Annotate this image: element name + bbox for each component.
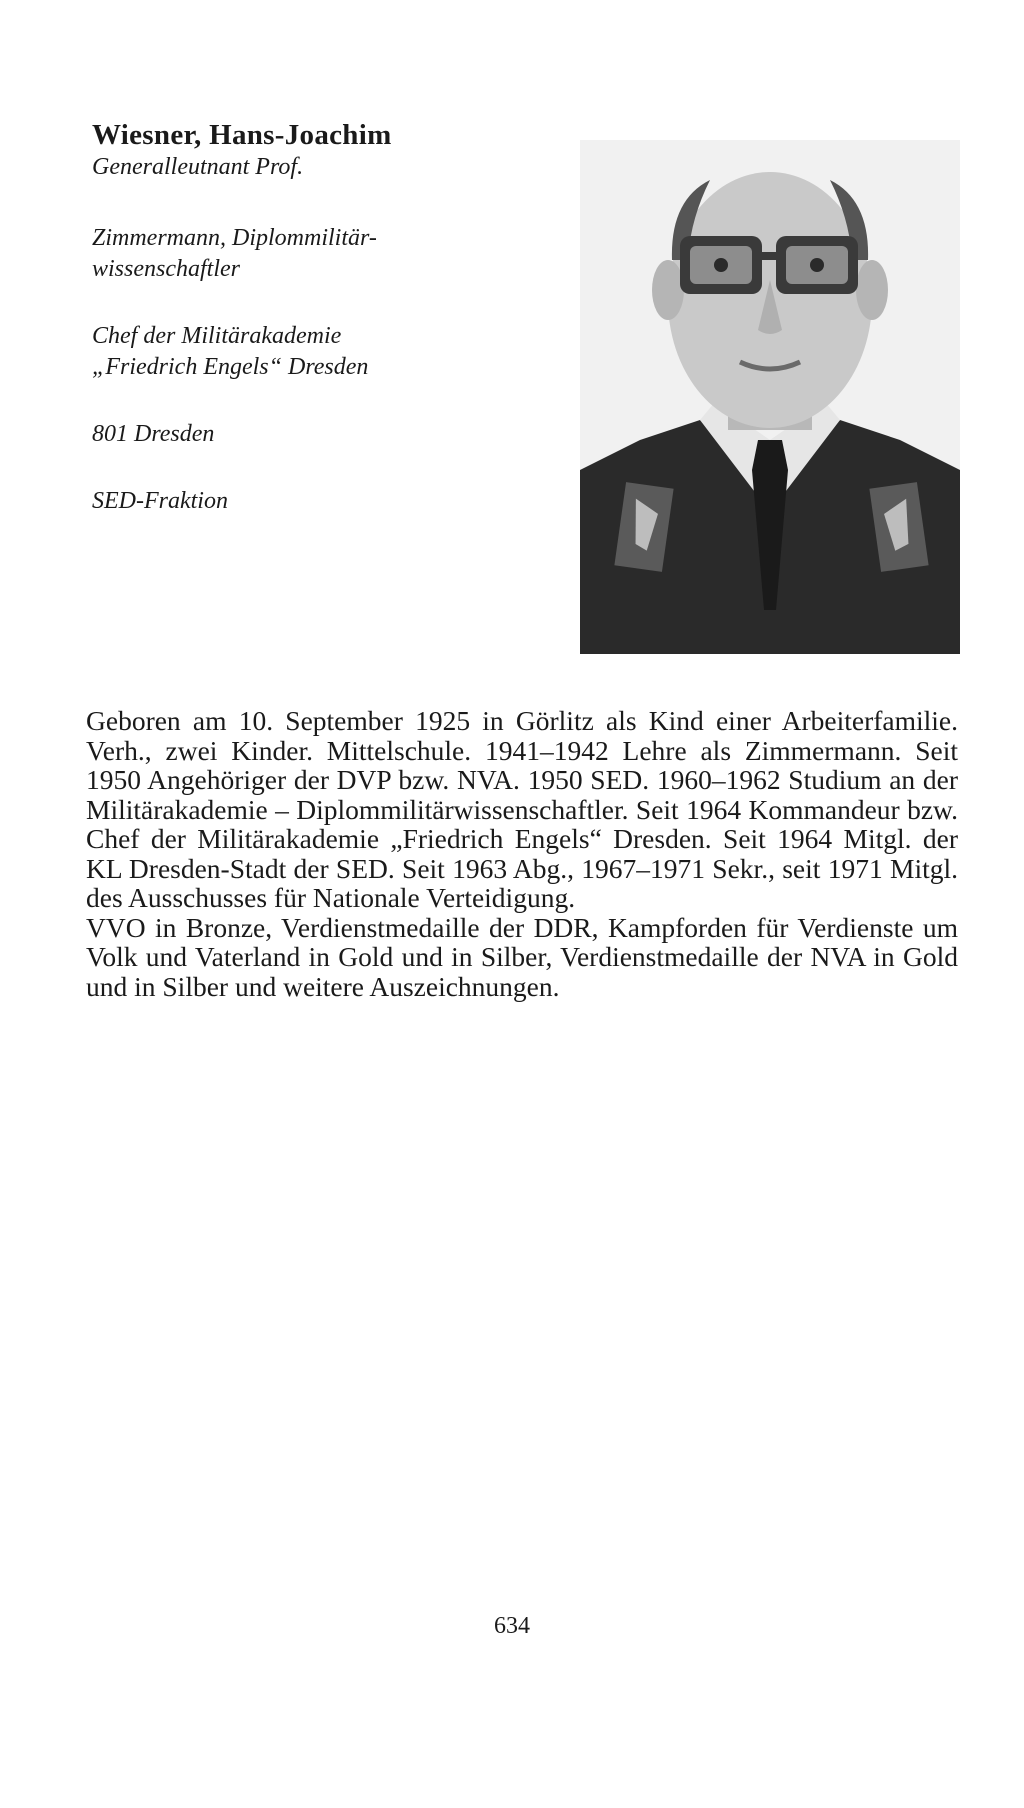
person-name: Wiesner, Hans-Joachim (92, 119, 392, 151)
person-faction: SED-Fraktion (92, 488, 228, 514)
profession-line-2: wissenschaftler (92, 256, 240, 282)
profession-block (92, 223, 532, 285)
biography (86, 706, 958, 1001)
portrait-illustration (580, 140, 960, 654)
awards-paragraph: VVO in Bronze, Verdienstmedaille der DDR, Kampforden für Verdienste um Volk und Vaterland in Gold und in Silber, Verdienstmedaille der NVA in Gold und in Silber und weitere Auszeichnungen. (86, 911, 958, 1002)
biography-paragraph: Geboren am 10. September 1925 in Görlitz als Kind einer Arbeiterfamilie. Verh., zwei Kinder. Mittelschule. 1941–1942 Lehre als Zimmermann. Seit 1950 Angehöriger der DVP bzw. NVA. 1950 SED. 1960–1962 Studium an der Militärakademie – Diplommilitärwissenschaftler. Seit 1964 Kommandeur bzw. Chef der Militärakademie „Friedrich Engels“ Dresden. Seit 1964 Mitgl. der KL Dresden-Stadt der SED. Seit 1963 Abg., 1967–1971 Sekr., seit 1971 Mitgl. des Ausschusses für Nationale Verteidigung. (86, 705, 958, 913)
person-location: 801 Dresden (92, 421, 215, 447)
profession-line-1: Zimmermann, Diplommilitär- (92, 225, 377, 251)
position-block (92, 321, 532, 383)
page-number: 634 (494, 1613, 530, 1639)
position-line-1: Chef der Militärakademie (92, 323, 342, 349)
entry-header (92, 118, 532, 517)
person-rank: Generalleutnant Prof. (92, 154, 304, 180)
portrait-photo (580, 140, 960, 654)
position-line-2: „Friedrich Engels“ Dresden (92, 354, 369, 380)
